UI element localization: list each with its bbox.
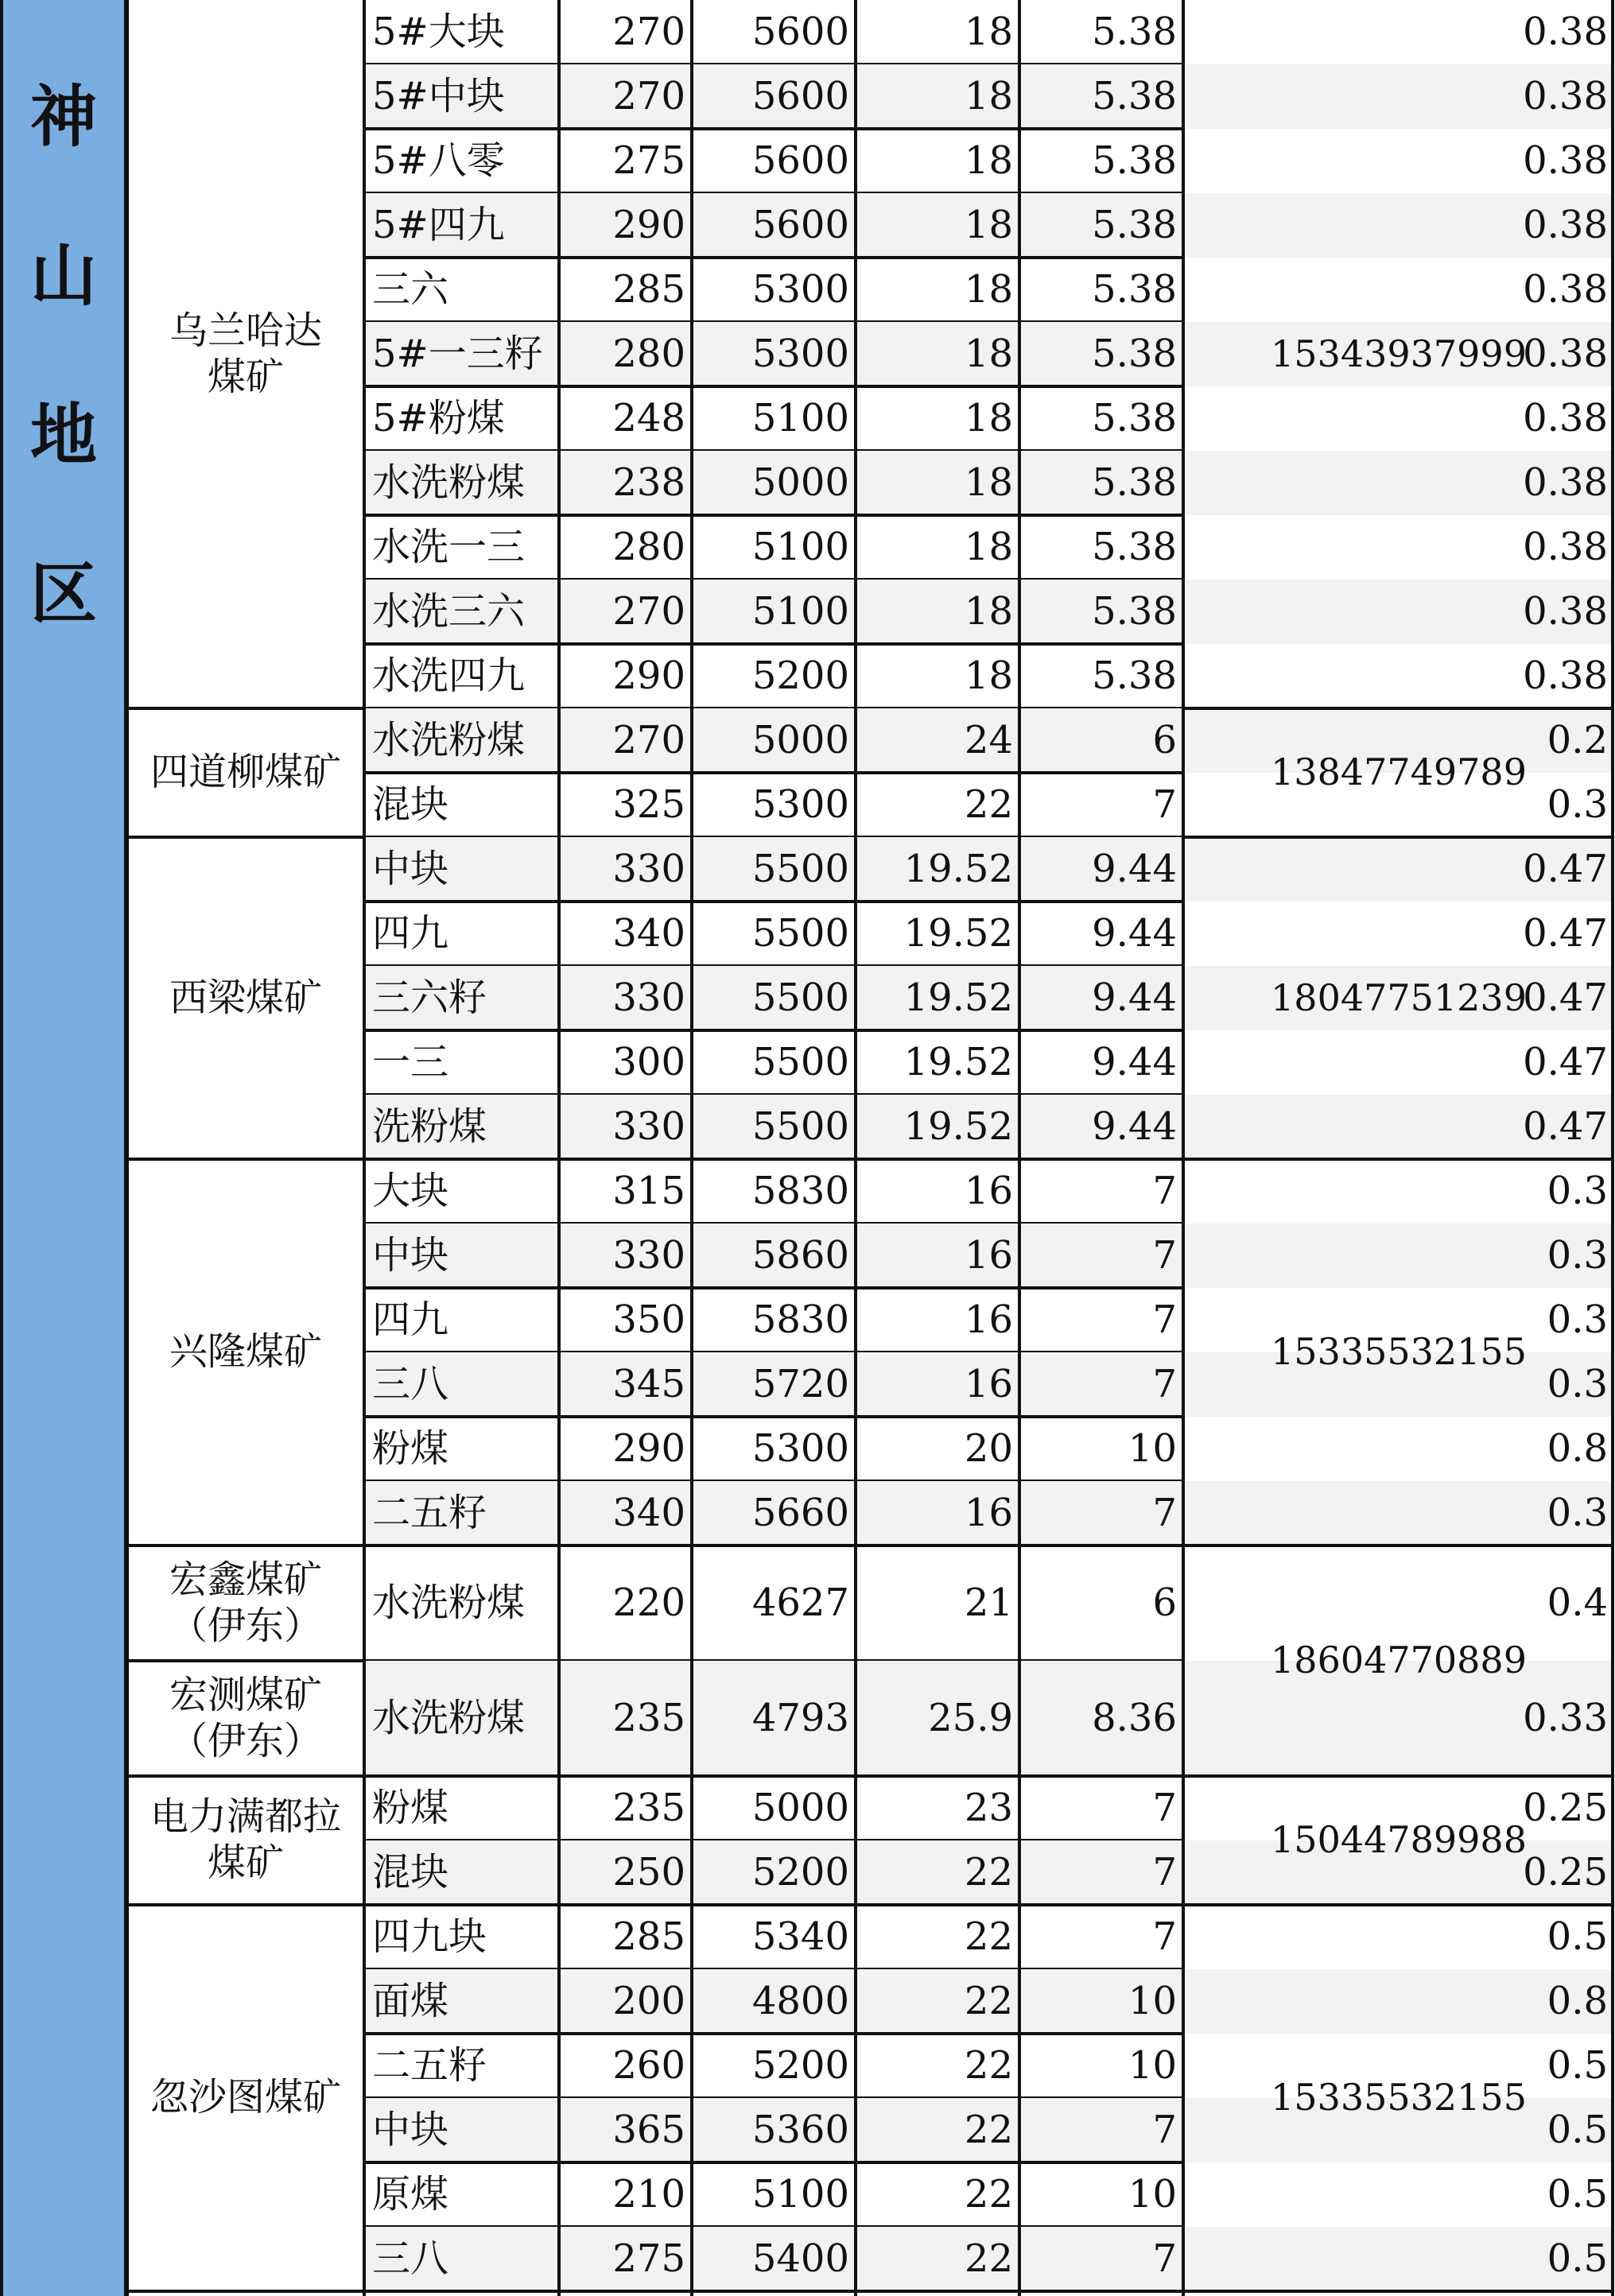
- region-char: 区: [29, 555, 97, 633]
- value-v4: 7: [1019, 2098, 1183, 2162]
- value-v3: 22: [856, 1969, 1019, 2034]
- value-v2: 5100: [751, 395, 849, 440]
- product-name: 三六籽: [364, 966, 559, 1030]
- value-v3: 20: [964, 1425, 1013, 1471]
- product-name: 粉煤: [372, 1425, 449, 1471]
- value-v5: 0.38: [1183, 64, 1614, 129]
- column-border: [126, 0, 129, 2296]
- value-v4: 5.38: [1092, 524, 1177, 569]
- product-name: 水洗四九: [372, 653, 526, 698]
- contact-phone: 15335532155: [1271, 2076, 1527, 2120]
- value-v1: 270: [612, 9, 685, 54]
- mine-name-line: 乌兰哈达: [169, 308, 322, 353]
- value-v5: 0.47: [1523, 1039, 1608, 1084]
- value-v4: 6: [1152, 1580, 1177, 1625]
- value-v1: 365: [559, 2098, 692, 2162]
- value-v2: 5500: [692, 1095, 856, 1159]
- mine-name: [127, 1661, 364, 1776]
- product-name: 水洗三六: [364, 580, 559, 644]
- product-name: 水洗粉煤: [364, 708, 559, 773]
- value-v2: 5660: [692, 1481, 856, 1546]
- value-v4: 7: [1019, 1481, 1183, 1546]
- product-name: 四九块: [372, 1914, 487, 1959]
- value-v1: 315: [612, 1168, 685, 1213]
- value-v2: 5830: [751, 1168, 849, 1213]
- value-v1: 340: [559, 1481, 692, 1546]
- value-v5: 0.2: [1183, 708, 1614, 773]
- value-v5: 0.4: [1547, 1580, 1608, 1625]
- value-v4: 5.38: [1092, 138, 1177, 183]
- product-name: 5#八零: [372, 138, 505, 183]
- value-v1: 270: [559, 580, 692, 644]
- value-v1: 250: [559, 1840, 692, 1905]
- value-v1: 280: [559, 322, 692, 386]
- value-v1: 235: [612, 1785, 685, 1830]
- value-v4: 9.44: [1092, 1039, 1177, 1084]
- value-v5: 0.38: [1183, 322, 1614, 386]
- value-v3: 22: [964, 1914, 1013, 1959]
- value-v1: 285: [612, 1914, 685, 1959]
- value-v3: 19.52: [856, 966, 1019, 1030]
- value-v3: 18: [856, 64, 1019, 129]
- value-v2: 5000: [692, 451, 856, 515]
- value-v5: 0.3: [1547, 1297, 1608, 1342]
- value-v2: 4627: [751, 1580, 849, 1625]
- product-name: 5#中块: [364, 64, 559, 129]
- value-v1: 210: [612, 2171, 685, 2216]
- column-border: [854, 0, 857, 2296]
- product-name: 三八: [364, 1352, 559, 1417]
- contact-phone: 15335532155: [1271, 1330, 1527, 1374]
- value-v3: 16: [856, 1481, 1019, 1546]
- column-border: [363, 0, 366, 2296]
- value-v1: 270: [559, 708, 692, 773]
- mine-name: [127, 1159, 364, 1546]
- value-v1: 235: [559, 1661, 692, 1776]
- value-v2: 5100: [751, 524, 849, 569]
- value-v5: 0.38: [1523, 9, 1608, 54]
- value-v3: 24: [856, 708, 1019, 773]
- value-v1: 275: [559, 2227, 692, 2291]
- product-name: 四九: [372, 910, 449, 956]
- value-v1: 330: [559, 966, 692, 1030]
- value-v2: 5600: [692, 193, 856, 258]
- value-v2: 5500: [751, 910, 849, 956]
- value-v5: 0.38: [1183, 193, 1614, 258]
- product-name: 中块: [364, 2098, 559, 2162]
- value-v3: 22: [856, 2227, 1019, 2291]
- value-v3: 22: [856, 1840, 1019, 1905]
- value-v1: 290: [612, 653, 685, 698]
- value-v4: 7: [1152, 1168, 1177, 1213]
- value-v5: 0.38: [1183, 451, 1614, 515]
- value-v1: 280: [612, 524, 685, 569]
- product-name: 三八: [364, 2227, 559, 2291]
- value-v5: 0.38: [1523, 653, 1608, 698]
- value-v4: 5.38: [1092, 266, 1177, 312]
- region-char: 地: [29, 396, 97, 474]
- value-v4: 5.38: [1019, 580, 1183, 644]
- value-v1: 345: [559, 1352, 692, 1417]
- product-name: 混块: [372, 781, 449, 827]
- value-v1: 290: [559, 193, 692, 258]
- product-name: 水洗粉煤: [364, 1661, 559, 1776]
- value-v1: 290: [612, 1425, 685, 1471]
- mine-name: [127, 1546, 364, 1661]
- mine-name: [127, 1905, 364, 2291]
- value-v3: 19.52: [856, 1095, 1019, 1159]
- value-v4: 6: [1019, 708, 1183, 773]
- value-v4: 5.38: [1092, 395, 1177, 440]
- value-v5: 0.25: [1523, 1785, 1608, 1830]
- value-v2: 4800: [692, 1969, 856, 2034]
- product-name: 水洗粉煤: [372, 1580, 526, 1625]
- column-border: [1182, 0, 1185, 2296]
- value-v4: 9.44: [1019, 837, 1183, 902]
- mine-name-line: 四道柳煤矿: [149, 750, 341, 795]
- value-v2: 5300: [751, 266, 849, 312]
- value-v4: 10: [1128, 2171, 1177, 2216]
- value-v5: 0.8: [1547, 1425, 1608, 1471]
- value-v4: 8.36: [1019, 1661, 1183, 1776]
- contact-phone: 18047751239: [1271, 975, 1527, 1019]
- value-v5: 0.8: [1183, 1969, 1614, 2034]
- value-v5: 0.47: [1523, 910, 1608, 956]
- value-v1: 300: [612, 1039, 685, 1084]
- value-v5: 0.3: [1547, 1168, 1608, 1213]
- value-v3: 22: [964, 2171, 1013, 2216]
- mine-name-line: 煤矿: [207, 354, 284, 399]
- value-v2: 5300: [751, 781, 849, 827]
- value-v3: 19.52: [903, 1039, 1013, 1084]
- value-v1: 220: [612, 1580, 685, 1625]
- value-v2: 5200: [751, 2042, 849, 2088]
- value-v2: 5360: [692, 2098, 856, 2162]
- value-v4: 5.38: [1019, 451, 1183, 515]
- value-v2: 5500: [751, 1039, 849, 1084]
- value-v2: 5830: [751, 1297, 849, 1342]
- value-v3: 16: [856, 1224, 1019, 1288]
- contact-phone: 15044789988: [1271, 1818, 1527, 1862]
- value-v3: 16: [964, 1168, 1013, 1213]
- mine-border: [127, 2290, 1183, 2293]
- column-border: [690, 0, 693, 2296]
- value-v3: 16: [964, 1297, 1013, 1342]
- product-name: 面煤: [364, 1969, 559, 2034]
- value-v4: 5.38: [1019, 322, 1183, 386]
- mine-name-line: （伊东）: [169, 1603, 322, 1648]
- value-v3: 22: [964, 2042, 1013, 2088]
- value-v4: 9.44: [1019, 1095, 1183, 1159]
- mine-name-line: 煤矿: [207, 1840, 284, 1885]
- value-v2: 5000: [751, 1785, 849, 1830]
- value-v2: 5300: [751, 1425, 849, 1471]
- value-v5: 0.5: [1183, 2227, 1614, 2291]
- product-name: 大块: [372, 1168, 449, 1213]
- value-v4: 10: [1128, 1425, 1177, 1471]
- value-v1: 325: [612, 781, 685, 827]
- value-v4: 10: [1019, 1969, 1183, 2034]
- value-v4: 7: [1019, 1352, 1183, 1417]
- value-v5: 0.33: [1183, 1661, 1614, 1776]
- value-v5: 0.5: [1183, 2098, 1614, 2162]
- product-name: 二五籽: [364, 1481, 559, 1546]
- phone-border: [1183, 2290, 1614, 2293]
- contact-phone: 15343937999: [1271, 332, 1527, 375]
- value-v5: 0.3: [1183, 1224, 1614, 1288]
- value-v3: 18: [856, 451, 1019, 515]
- value-v5: 0.3: [1547, 781, 1608, 827]
- value-v4: 7: [1152, 1914, 1177, 1959]
- mine-name-line: 宏鑫煤矿: [169, 1557, 322, 1602]
- value-v2: 5600: [751, 9, 849, 54]
- value-v1: 340: [612, 910, 685, 956]
- value-v2: 5500: [692, 837, 856, 902]
- contact-phone: 18604770889: [1271, 1639, 1527, 1682]
- value-v5: 0.3: [1183, 1352, 1614, 1417]
- mine-name: [127, 0, 364, 708]
- value-v5: 0.25: [1183, 1840, 1614, 1905]
- value-v4: 7: [1019, 2227, 1183, 2291]
- mine-name: [127, 837, 364, 1159]
- value-v3: 18: [964, 524, 1013, 569]
- product-name: 5#粉煤: [372, 395, 505, 440]
- mine-name-line: 兴隆煤矿: [169, 1329, 322, 1375]
- value-v4: 9.44: [1092, 910, 1177, 956]
- value-v4: 7: [1152, 781, 1177, 827]
- value-v3: 16: [856, 1352, 1019, 1417]
- value-v1: 248: [612, 395, 685, 440]
- product-name: 粉煤: [372, 1785, 449, 1830]
- value-v2: 5600: [751, 138, 849, 183]
- value-v5: 0.47: [1183, 1095, 1614, 1159]
- column-border: [557, 0, 561, 2296]
- value-v2: 5200: [751, 653, 849, 698]
- value-v3: 22: [856, 2098, 1019, 2162]
- value-v5: 0.5: [1547, 2171, 1608, 2216]
- value-v1: 260: [612, 2042, 685, 2088]
- product-name: 四九: [372, 1297, 449, 1342]
- value-v5: 0.5: [1547, 2042, 1608, 2088]
- value-v2: 5200: [692, 1840, 856, 1905]
- value-v4: 5.38: [1019, 193, 1183, 258]
- value-v4: 9.44: [1019, 966, 1183, 1030]
- region-char: 山: [29, 237, 97, 315]
- value-v4: 5.38: [1092, 9, 1177, 54]
- value-v3: 23: [964, 1785, 1013, 1830]
- value-v2: 5000: [692, 708, 856, 773]
- mine-name-line: 西梁煤矿: [169, 975, 322, 1020]
- region-sidebar: [0, 0, 127, 2296]
- value-v2: 5300: [692, 322, 856, 386]
- value-v3: 22: [964, 781, 1013, 827]
- product-name: 中块: [364, 837, 559, 902]
- mine-name: [127, 1776, 364, 1905]
- value-v1: 275: [612, 138, 685, 183]
- value-v5: 0.38: [1183, 580, 1614, 644]
- contact-phone: 13847749789: [1271, 750, 1527, 794]
- value-v1: 285: [612, 266, 685, 312]
- value-v5: 0.38: [1523, 266, 1608, 312]
- value-v2: 5100: [692, 580, 856, 644]
- value-v3: 18: [964, 138, 1013, 183]
- value-v2: 5500: [692, 966, 856, 1030]
- right-border: [1611, 0, 1614, 2296]
- product-name: 5#四九: [364, 193, 559, 258]
- value-v4: 5.38: [1019, 64, 1183, 129]
- value-v4: 10: [1128, 2042, 1177, 2088]
- value-v2: 5400: [692, 2227, 856, 2291]
- value-v4: 7: [1019, 1224, 1183, 1288]
- value-v5: 0.47: [1183, 837, 1614, 902]
- product-name: 原煤: [372, 2171, 449, 2216]
- mine-name: [127, 708, 364, 837]
- value-v3: 18: [856, 322, 1019, 386]
- value-v5: 0.38: [1523, 138, 1608, 183]
- value-v2: 4793: [692, 1661, 856, 1776]
- value-v3: 21: [964, 1580, 1013, 1625]
- value-v3: 18: [964, 266, 1013, 312]
- value-v3: 19.52: [856, 837, 1019, 902]
- value-v2: 5860: [692, 1224, 856, 1288]
- value-v2: 5600: [692, 64, 856, 129]
- value-v4: 7: [1152, 1785, 1177, 1830]
- value-v5: 0.5: [1547, 1914, 1608, 1959]
- value-v1: 330: [559, 1224, 692, 1288]
- value-v2: 5100: [751, 2171, 849, 2216]
- value-v1: 330: [559, 837, 692, 902]
- product-name: 混块: [364, 1840, 559, 1905]
- mine-name-line: （伊东）: [169, 1718, 322, 1763]
- mine-name-line: 忽沙图煤矿: [149, 2075, 341, 2120]
- value-v3: 18: [964, 653, 1013, 698]
- value-v5: 0.38: [1523, 395, 1608, 440]
- region-char: 神: [29, 78, 97, 156]
- mine-name-line: 电力满都拉: [149, 1794, 341, 1840]
- product-name: 二五籽: [372, 2042, 487, 2088]
- value-v3: 25.9: [856, 1661, 1019, 1776]
- product-name: 三六: [372, 266, 449, 312]
- value-v1: 238: [559, 451, 692, 515]
- value-v3: 18: [856, 193, 1019, 258]
- product-name: 水洗一三: [372, 524, 526, 569]
- value-v4: 7: [1019, 1840, 1183, 1905]
- product-name: 一三: [372, 1039, 449, 1084]
- value-v4: 7: [1152, 1297, 1177, 1342]
- value-v5: 0.3: [1183, 1481, 1614, 1546]
- value-v1: 350: [612, 1297, 685, 1342]
- value-v1: 270: [559, 64, 692, 129]
- value-v1: 200: [559, 1969, 692, 2034]
- product-name: 中块: [364, 1224, 559, 1288]
- value-v3: 18: [856, 580, 1019, 644]
- product-name: 5#一三籽: [364, 322, 559, 386]
- product-name: 洗粉煤: [364, 1095, 559, 1159]
- mine-name-line: 宏测煤矿: [169, 1672, 322, 1717]
- column-border: [1018, 0, 1021, 2296]
- value-v3: 18: [964, 395, 1013, 440]
- value-v3: 18: [964, 9, 1013, 54]
- value-v4: 5.38: [1092, 653, 1177, 698]
- value-v5: 0.47: [1183, 966, 1614, 1030]
- product-name: 水洗粉煤: [364, 451, 559, 515]
- value-v2: 5340: [751, 1914, 849, 1959]
- value-v3: 19.52: [903, 910, 1013, 956]
- value-v5: 0.38: [1523, 524, 1608, 569]
- value-v2: 5720: [692, 1352, 856, 1417]
- product-name: 5#大块: [372, 9, 505, 54]
- value-v1: 330: [559, 1095, 692, 1159]
